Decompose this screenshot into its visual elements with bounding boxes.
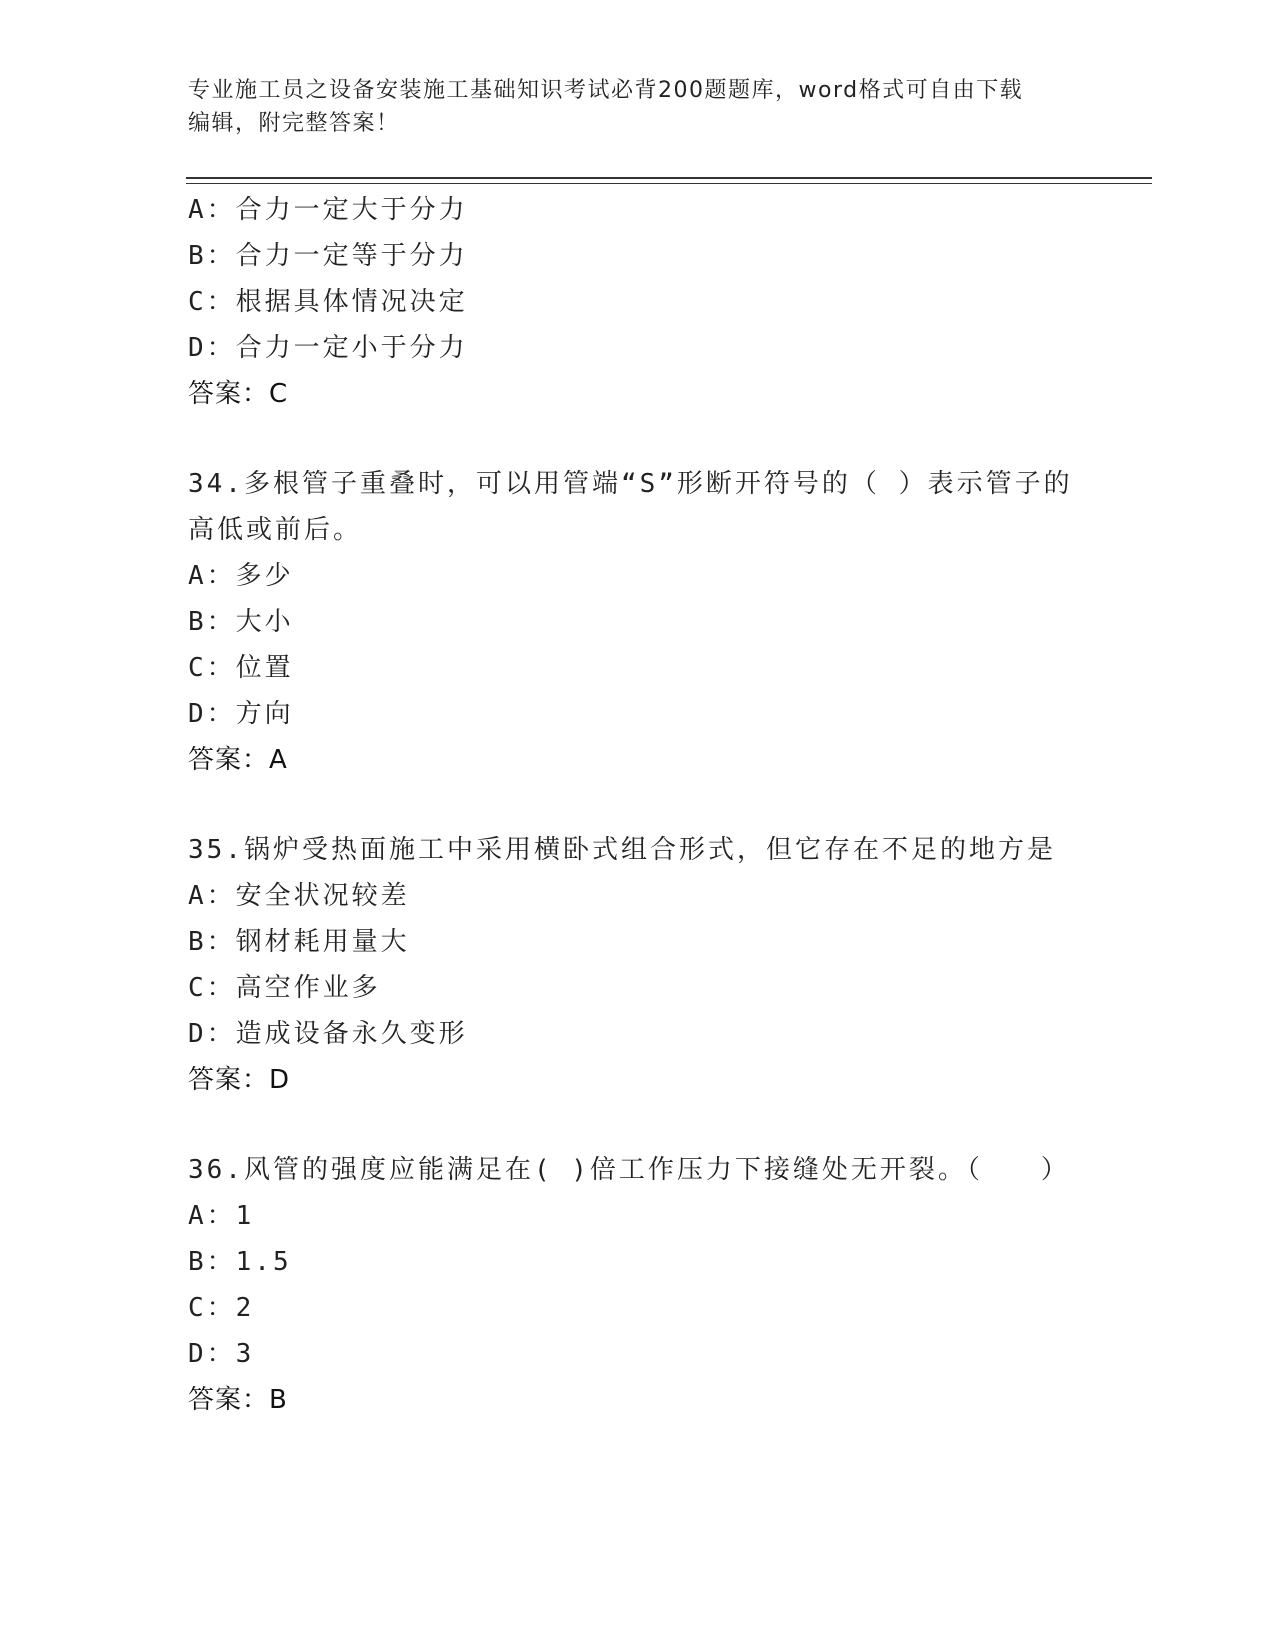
option-c: C：高空作业多 (188, 973, 381, 1003)
option-a: A：1 (188, 1201, 255, 1231)
question-stem: 35.锅炉受热面施工中采用横卧式组合形式，但它存在不足的地方是 (188, 835, 1056, 865)
answer: 答案：A (188, 745, 288, 775)
question-34 (188, 461, 1148, 783)
question-stem: 36.风管的强度应能满足在( )倍工作压力下接缝处无开裂。（ ） (188, 1155, 1070, 1185)
option-d: D：方向 (188, 699, 294, 729)
answer: 答案：B (188, 1385, 288, 1415)
document-header (188, 74, 1088, 140)
option-a: A：多少 (188, 561, 294, 591)
option-d: D：造成设备永久变形 (188, 1019, 468, 1049)
option-c: C：根据具体情况决定 (188, 287, 468, 317)
answer: 答案：D (188, 1065, 291, 1095)
question-35 (188, 827, 1148, 1103)
option-b: B：1.5 (188, 1247, 292, 1277)
question-stem: 34.多根管子重叠时，可以用管端“S”形断开符号的（ ）表示管子的 (188, 469, 1073, 499)
option-a: A：合力一定大于分力 (188, 195, 468, 225)
header-line-1: 专业施工员之设备安装施工基础知识考试必背200题题库，word格式可自由下载 (188, 78, 1024, 103)
option-d: D：合力一定小于分力 (188, 333, 468, 363)
question-list (188, 187, 1148, 1423)
option-b: B：合力一定等于分力 (188, 241, 468, 271)
option-a: A：安全状况较差 (188, 881, 410, 911)
answer: 答案：C (188, 379, 289, 409)
option-c: C：位置 (188, 653, 294, 683)
option-b: B：钢材耗用量大 (188, 927, 410, 957)
header-divider (186, 177, 1152, 179)
option-b: B：大小 (188, 607, 294, 637)
header-divider-thin (186, 183, 1152, 184)
question-stem-continued: 高低或前后。 (188, 515, 363, 545)
option-d: D：3 (188, 1339, 255, 1369)
question-33 (188, 187, 1148, 417)
option-c: C：2 (188, 1293, 255, 1323)
question-36 (188, 1147, 1148, 1423)
header-line-2: 编辑，附完整答案！ (188, 111, 400, 136)
